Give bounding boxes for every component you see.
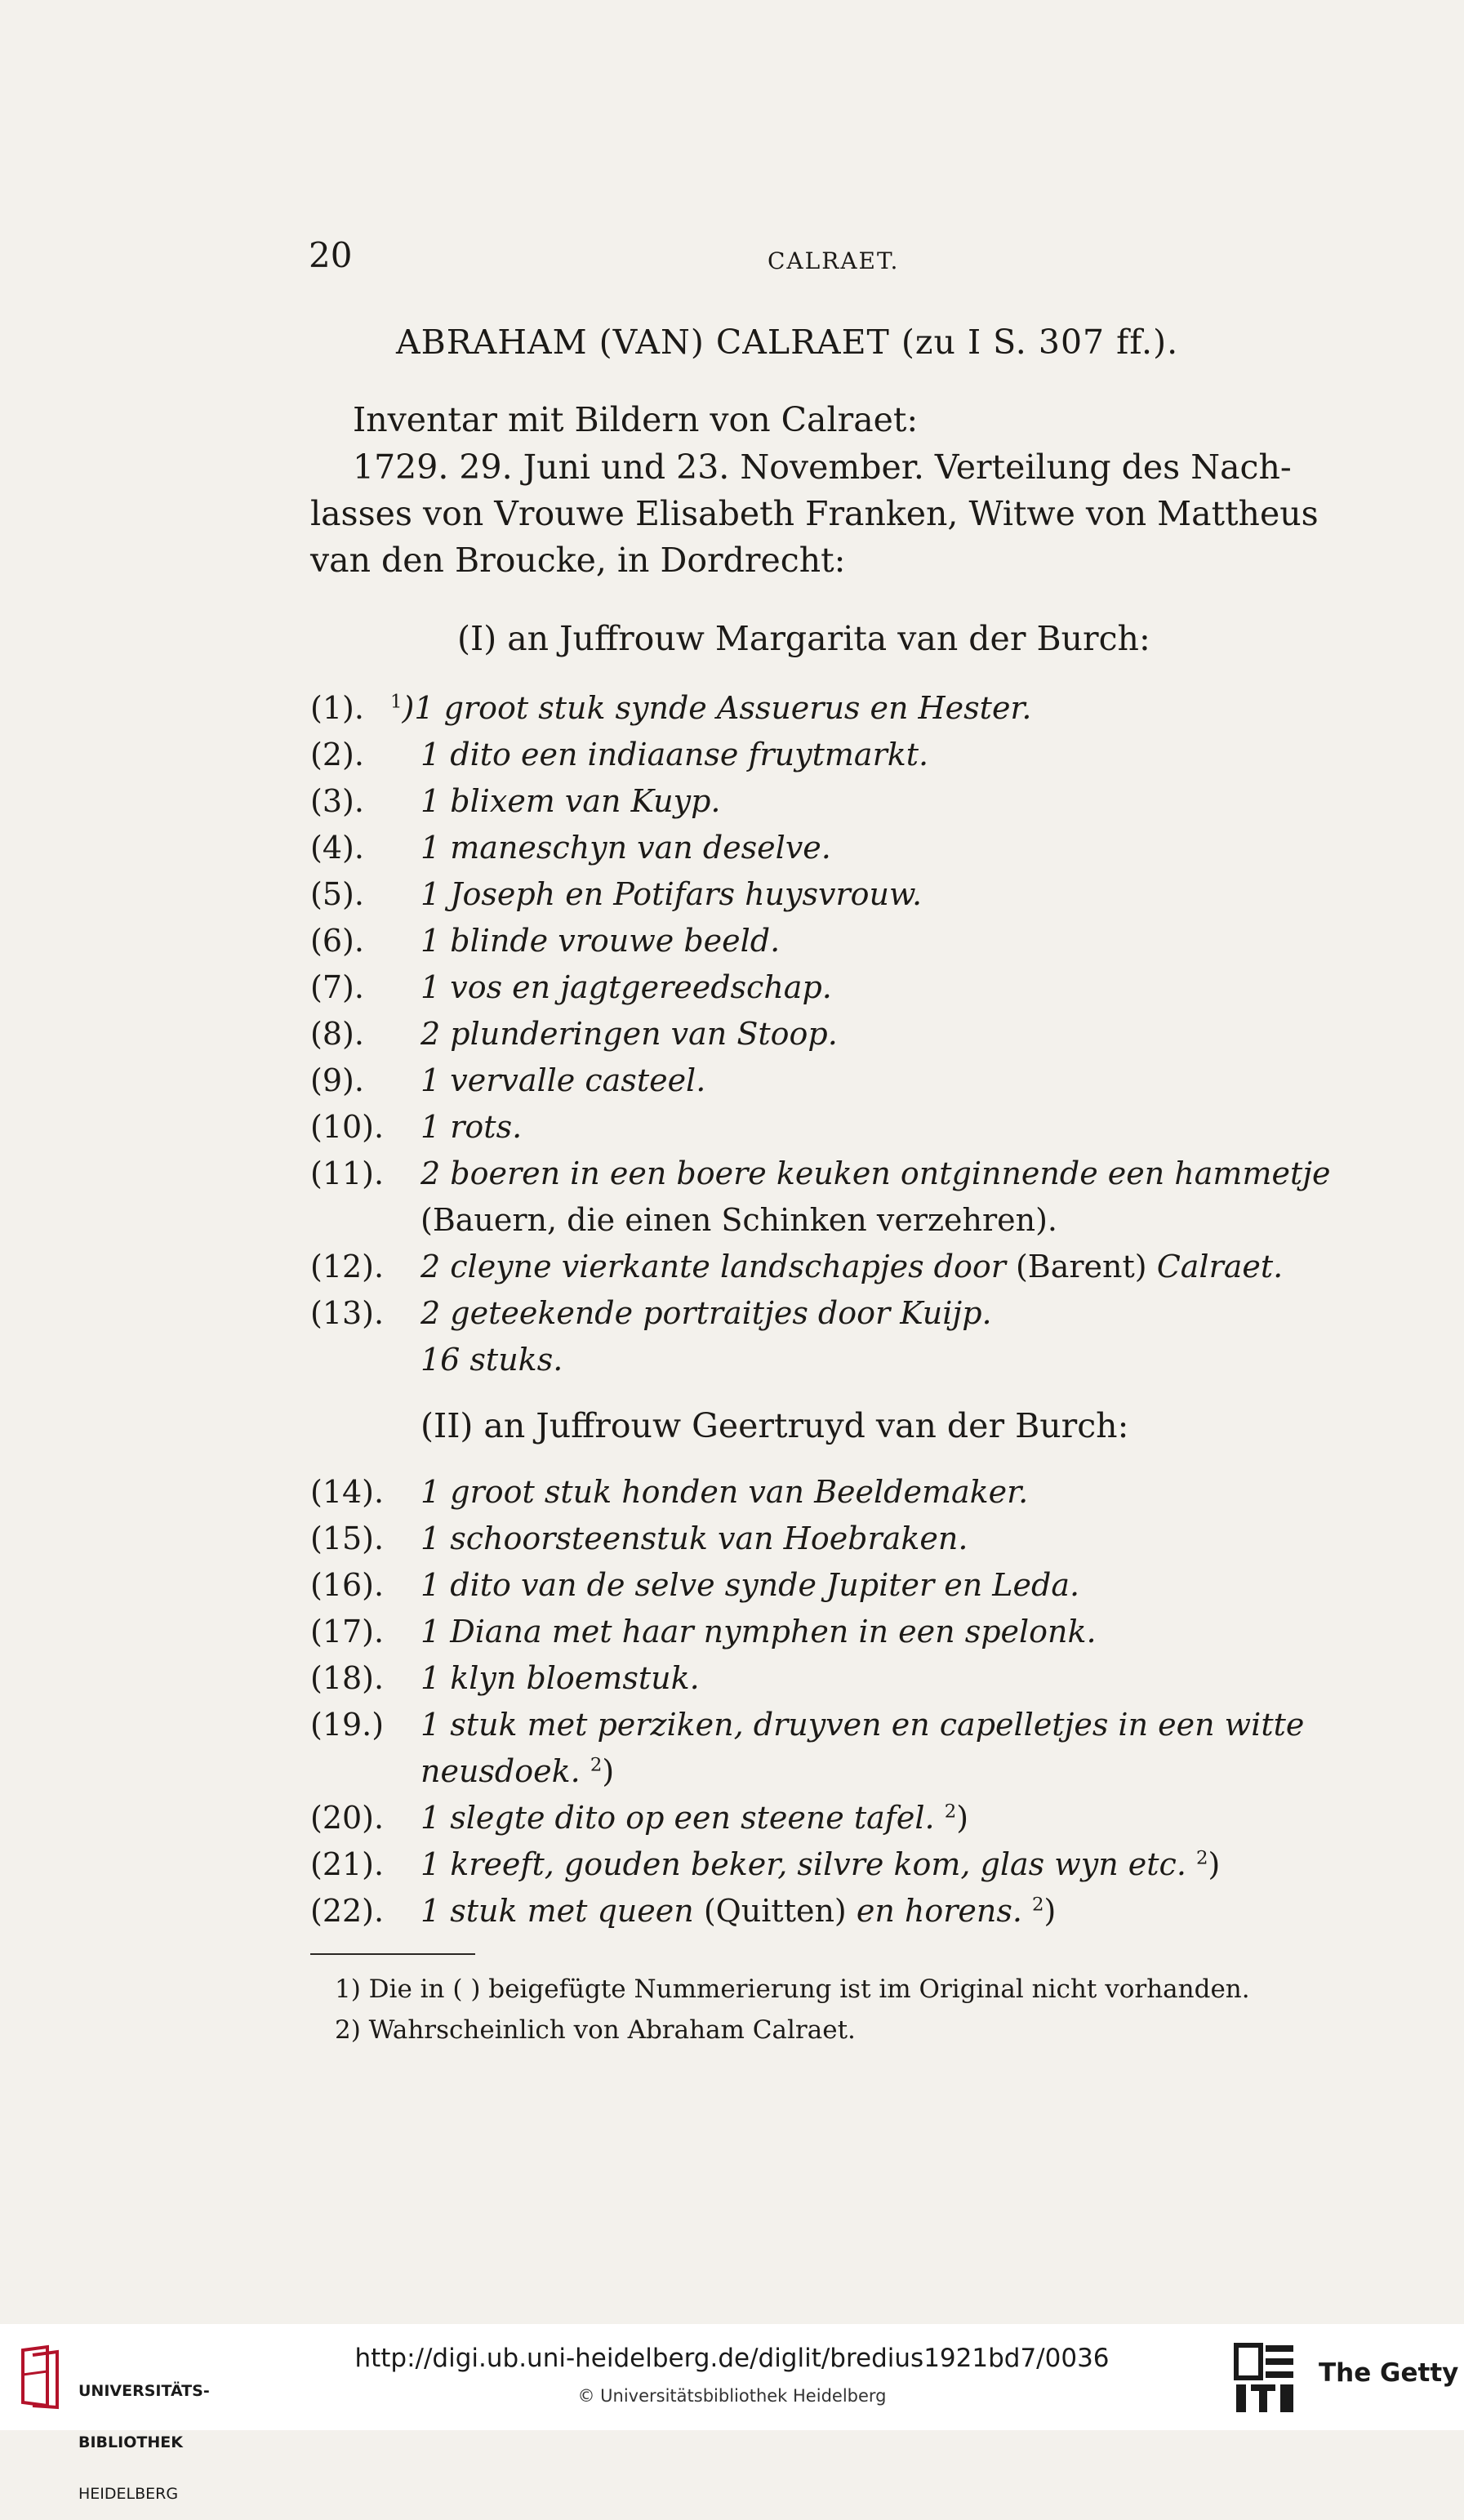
item-text: 1 Diana met haar nymphen in een spelonk. [421, 1614, 1097, 1650]
item-text: 1 Joseph en Potifars huysvrouw. [421, 876, 923, 912]
item-text: 2 geteekende portraitjes door Kuijp. [421, 1295, 992, 1331]
item-continuation: neusdoek. $^2$) [421, 1753, 615, 1789]
item-number: (12). [310, 1249, 385, 1284]
item-text: 1 kreeft, gouden beker, silvre kom, glas wyn etc. $^2$) [421, 1846, 1221, 1882]
footnote-1: 1) Die in ( ) beigefügte Nummerierung ist im Original nicht vorhanden. [335, 1975, 1250, 2004]
copyright-notice: © Universitätsbibliothek Heidelberg [577, 2386, 887, 2406]
footnote-mark: 1 [390, 691, 403, 713]
item-number: (7). [310, 969, 364, 1005]
item-text: 1 stuk met perziken, druyven en capelletjes in een witte [421, 1707, 1305, 1743]
item-text: 1 stuk met queen (Quitten) en horens. $^2$) [421, 1893, 1057, 1929]
running-head: CALRAET. [768, 247, 900, 274]
item-number: (21). [310, 1846, 385, 1882]
item-text: 1 rots. [421, 1109, 523, 1145]
getty-name: The Getty [1319, 2358, 1459, 2388]
item-total: 16 stuks. [421, 1342, 563, 1378]
footnote-2: 2) Wahrscheinlich von Abraham Calraet. [335, 2015, 856, 2045]
item-text: 1 schoorsteenstuk van Hoebraken. [421, 1520, 968, 1556]
item-number: (15). [310, 1520, 385, 1556]
item-number: (10). [310, 1109, 385, 1145]
section-heading-2: (II) an Juffrouw Geertruyd van der Burch: [421, 1406, 1129, 1445]
item-text: 1 vos en jagtgereedschap. [421, 969, 832, 1005]
item-text: 2 plunderingen van Stoop. [421, 1016, 838, 1052]
source-url[interactable]: http://digi.ub.uni-heidelberg.de/diglit/bredius1921bd7/0036 [354, 2344, 1110, 2373]
item-text: 2 cleyne vierkante landschapjes door (Barent) Calraet. [421, 1249, 1284, 1284]
item-text: $^1$)1 groot stuk synde Assuerus en Hester. [390, 690, 1032, 726]
item-text: 1 dito een indiaanse fruytmarkt. [421, 737, 929, 772]
item-number: (4). [310, 830, 364, 866]
item-text: 1 klyn bloemstuk. [421, 1660, 700, 1696]
section-heading-1: (I) an Juffrouw Margarita van der Burch: [457, 619, 1150, 658]
footnote-rule [310, 1953, 475, 1955]
footnote-mark: 2 [1032, 1894, 1044, 1916]
item-number: (9). [310, 1062, 364, 1098]
item-continuation: (Bauern, die einen Schinken verzehren). [421, 1202, 1057, 1238]
item-number: (3). [310, 783, 364, 819]
item-number: (14). [310, 1474, 385, 1510]
intro-line-3: lasses von Vrouwe Elisabeth Franken, Witwe von Mattheus [310, 494, 1319, 533]
intro-line-2: 1729. 29. Juni und 23. November. Verteilung des Nach- [353, 447, 1292, 487]
item-text: 1 maneschyn van deselve. [421, 830, 831, 866]
item-text: 1 vervalle casteel. [421, 1062, 706, 1098]
library-name: UNIVERSITÄTS- BIBLIOTHEK HEIDELBERG [78, 2382, 210, 2503]
item-number: (19.) [310, 1707, 385, 1743]
item-number: (17). [310, 1614, 385, 1650]
item-number: (8). [310, 1016, 364, 1052]
item-number: (22). [310, 1893, 385, 1929]
footnote-mark: 2 [944, 1801, 957, 1823]
item-text: 1 groot stuk honden van Beeldemaker. [421, 1474, 1029, 1510]
item-text: 2 boeren in een boere keuken ontginnende een hammetje [421, 1155, 1331, 1191]
item-number: (20). [310, 1800, 385, 1836]
item-number: (6). [310, 923, 364, 959]
footnote-mark: 2 [1196, 1847, 1208, 1869]
item-number: (13). [310, 1295, 385, 1331]
item-text: 1 slegte dito op een steene tafel. $^2$) [421, 1800, 969, 1836]
item-number: (5). [310, 876, 364, 912]
getty-logo-icon [1233, 2342, 1298, 2415]
item-number: (1). [310, 690, 364, 726]
item-text: 1 dito van de selve synde Jupiter en Leda. [421, 1567, 1080, 1603]
item-text: 1 blixem van Kuyp. [421, 783, 721, 819]
item-text: 1 blinde vrouwe beeld. [421, 923, 781, 959]
page-number: 20 [309, 235, 353, 275]
intro-line-1: Inventar mit Bildern von Calraet: [353, 400, 919, 439]
item-number: (16). [310, 1567, 385, 1603]
intro-line-4: van den Broucke, in Dordrecht: [310, 541, 846, 580]
item-number: (18). [310, 1660, 385, 1696]
entry-title: ABRAHAM (VAN) CALRAET (zu I S. 307 ff.). [396, 323, 1179, 362]
item-number: (2). [310, 737, 364, 772]
item-number: (11). [310, 1155, 385, 1191]
footnote-mark: 2 [590, 1754, 603, 1776]
